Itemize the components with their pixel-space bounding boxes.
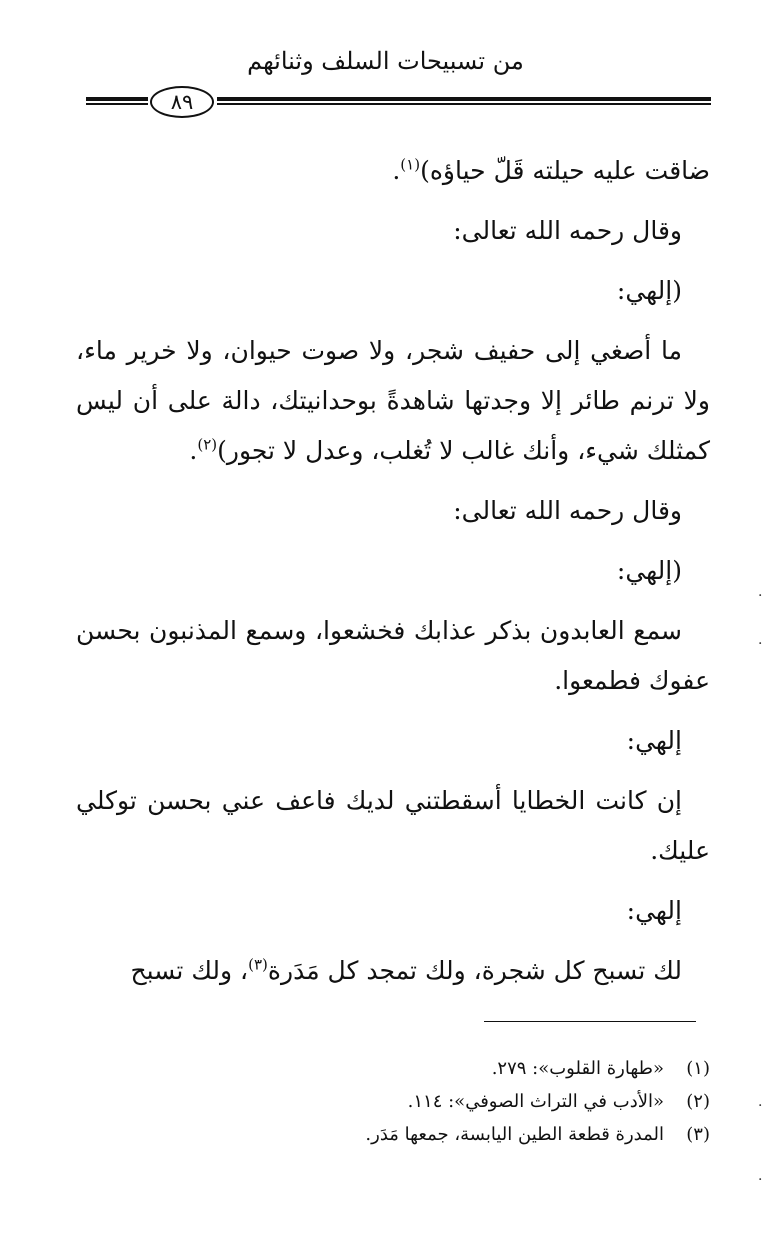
scan-speck: · (758, 636, 763, 652)
paragraph-4-end: . (189, 436, 198, 465)
paragraph-2: وقال رحمه الله تعالى: (453, 216, 682, 245)
footnotes (76, 1052, 710, 1151)
footnote-ref-3: (٣) (248, 955, 268, 974)
scan-speck: · (758, 1098, 763, 1114)
footnote-ref-2: (٢) (197, 435, 218, 454)
footnote-1 (76, 1052, 710, 1085)
paragraph-6: (إلهي: (616, 556, 682, 585)
footnote-separator (484, 1021, 696, 1022)
paragraph-11-text: لك تسبح كل شجرة، ولك تمجد كل مَدَرة (267, 956, 682, 985)
scan-speck: · (758, 588, 763, 604)
footnote-3 (76, 1118, 710, 1151)
page-number: ٨٩ (150, 86, 214, 118)
paragraph-10: إلهي: (626, 896, 682, 925)
footnote-2 (76, 1085, 710, 1118)
header-rule-left (86, 97, 148, 105)
running-head: من تسبيحات السلف وثنائهم (247, 47, 524, 75)
header-rule-right (217, 97, 711, 105)
main-text (76, 146, 710, 1006)
paragraph-5: وقال رحمه الله تعالى: (453, 496, 682, 525)
paragraph-11-end: ، ولك تسبح (130, 956, 249, 985)
footnote-text: المدرة قطعة الطين اليابسة، جمعها مَدَر. (365, 1124, 664, 1145)
paragraph-1-end: . (392, 156, 401, 185)
footnote-number: (٢) (686, 1091, 710, 1112)
paragraph-1 (76, 146, 710, 196)
footnote-text: «الأدب في التراث الصوفي»: ١١٤. (407, 1091, 664, 1112)
footnote-ref-1: (١) (400, 155, 421, 174)
footnote-text: «طهارة القلوب»: ٢٧٩. (491, 1058, 664, 1079)
paragraph-4 (76, 326, 710, 476)
footnote-number: (١) (686, 1058, 710, 1079)
paragraph-9: إن كانت الخطايا أسقطتني لديك فاعف عني بحسن توكلي عليك. (76, 786, 710, 865)
paragraph-7: سمع العابدون بذكر عذابك فخشعوا، وسمع المذنبون بحسن عفوك فطمعوا. (76, 616, 710, 695)
paragraph-4-text: ما أصغي إلى حفيف شجر، ولا صوت حيوان، ولا خرير ماء، ولا ترنم طائر إلا وجدتها شاهدةً بوحدانيتك، دالة على أن ليس كمثلك شيء، وأنك غالب لا تُغلب، وعدل لا تجور) (76, 336, 710, 465)
footnote-number: (٣) (686, 1124, 710, 1145)
paragraph-1-text: ضاقت عليه حيلته قَلّ حياؤه) (420, 156, 710, 185)
paragraph-11 (76, 946, 710, 996)
paragraph-8: إلهي: (626, 726, 682, 755)
scan-speck: · (758, 1172, 763, 1188)
paragraph-3: (إلهي: (616, 276, 682, 305)
